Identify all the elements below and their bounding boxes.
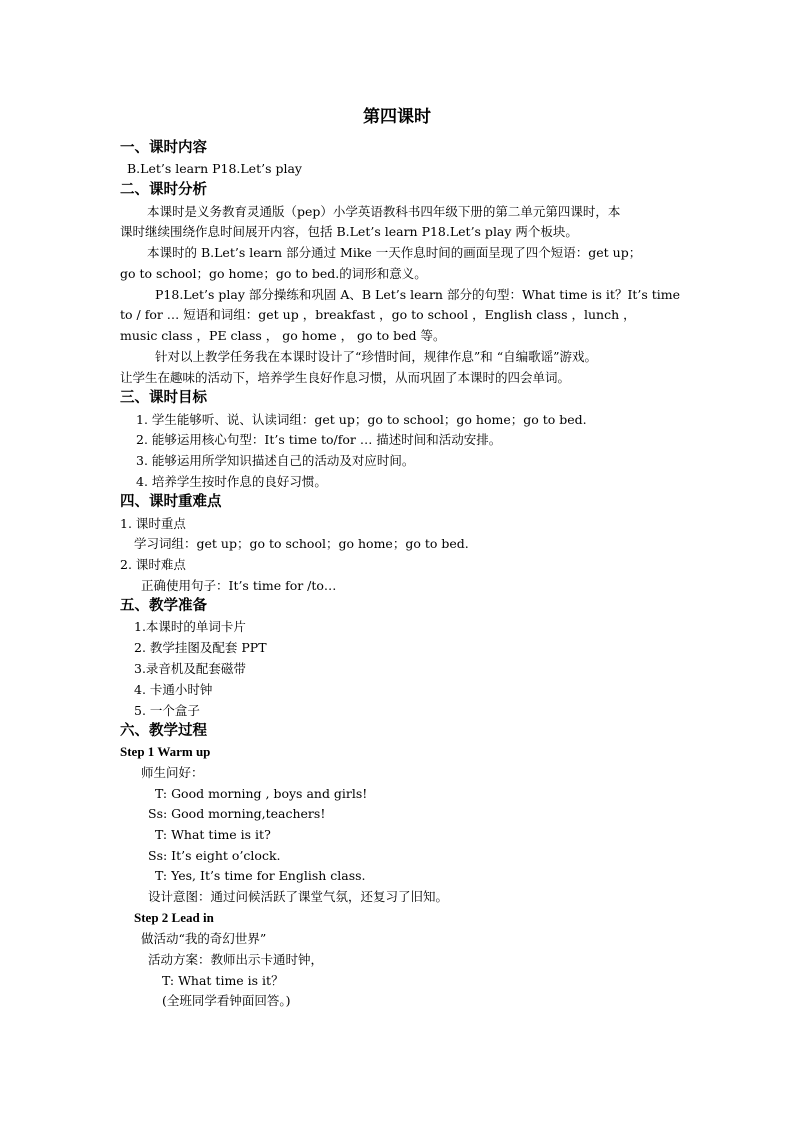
- paragraph-line: 课时继续围绕作息时间展开内容，包括 B.Let’s learn P18.Let’s play 两个板块。: [120, 224, 578, 239]
- list-item: 1. 学生能够听、说、认读词组：get up；go to school；go home；go to bed.: [136, 412, 587, 427]
- list-item: 2. 能够运用核心句型：It’s time to/for … 描述时间和活动安排。: [136, 432, 502, 447]
- section-heading-analysis: 二、课时分析: [120, 181, 207, 198]
- paragraph-line: 学习词组：get up；go to school；go home；go to bed.: [134, 536, 469, 551]
- list-item: 2. 教学挂图及配套 PPT: [134, 640, 267, 655]
- sub-heading: 2. 课时难点: [120, 557, 186, 572]
- dialogue-line: T: Good morning , boys and girls!: [155, 786, 368, 801]
- paragraph-line: 让学生在趣味的活动下，培养学生良好作息习惯，从而巩固了本课时的四会单词。: [120, 370, 571, 385]
- paragraph-line: (全班同学看钟面回答。): [162, 993, 291, 1008]
- sub-heading: 1. 课时重点: [120, 516, 186, 531]
- list-item: 1.本课时的单词卡片: [134, 619, 246, 634]
- dialogue-line: T: What time is it?: [155, 827, 271, 842]
- paragraph-line: 做活动“我的奇幻世界”: [141, 931, 267, 946]
- dialogue-line: T: What time is it？: [162, 973, 284, 988]
- list-item: 4. 培养学生按时作息的良好习惯。: [136, 474, 327, 489]
- paragraph-line: 本课时的 B.Let’s learn 部分通过 Mike 一天作息时间的画面呈现了四个短语：get up；: [147, 245, 642, 260]
- paragraph-line: 本课时是义务教育灵通版（pep）小学英语教科书四年级下册的第二单元第四课时，本: [147, 204, 621, 219]
- paragraph-line: 活动方案：教师出示卡通时钟，: [148, 952, 324, 967]
- list-item: 3.录音机及配套磁带: [134, 661, 246, 676]
- paragraph-line: 针对以上教学任务我在本课时设计了“珍惜时间，规律作息”和 “自编歌谣”游戏。: [155, 349, 598, 364]
- content-line: B.Let’s learn P18.Let’s play: [127, 161, 302, 176]
- list-item: 3. 能够运用所学知识描述自己的活动及对应时间。: [136, 453, 415, 468]
- paragraph-line: 师生问好：: [141, 765, 204, 780]
- section-heading-key-points: 四、课时重难点: [120, 493, 222, 510]
- list-item: 4. 卡通小时钟: [134, 682, 213, 697]
- page-title: 第四课时: [363, 107, 431, 127]
- list-item: 5. 一个盒子: [134, 703, 200, 718]
- paragraph-line: to / for … 短语和词组：get up ，breakfast ，go to school ，English class ，lunch ，: [120, 307, 636, 322]
- dialogue-line: Ss: Good morning,teachers!: [148, 806, 326, 821]
- dialogue-line: T: Yes, It’s time for English class.: [155, 868, 366, 883]
- section-heading-content: 一、课时内容: [120, 139, 207, 156]
- paragraph-line: music class ，PE class ， go home ， go to bed 等。: [120, 328, 446, 343]
- paragraph-line: 正确使用句子：It’s time for /to…: [141, 578, 337, 593]
- step-heading: Step 2 Lead in: [134, 910, 214, 925]
- section-heading-preparation: 五、教学准备: [120, 597, 207, 614]
- step-heading: Step 1 Warm up: [120, 744, 211, 759]
- dialogue-line: Ss: It’s eight o’clock.: [148, 848, 281, 863]
- paragraph-line: go to school；go home；go to bed.的词形和意义。: [120, 266, 427, 281]
- paragraph-line: 设计意图：通过问候活跃了课堂气氛，还复习了旧知。: [148, 889, 449, 904]
- paragraph-line: P18.Let’s play 部分操练和巩固 A、B Let’s learn 部分的句型：What time is it？It’s time: [155, 287, 681, 302]
- section-heading-goals: 三、课时目标: [120, 389, 207, 406]
- section-heading-process: 六、教学过程: [120, 722, 207, 739]
